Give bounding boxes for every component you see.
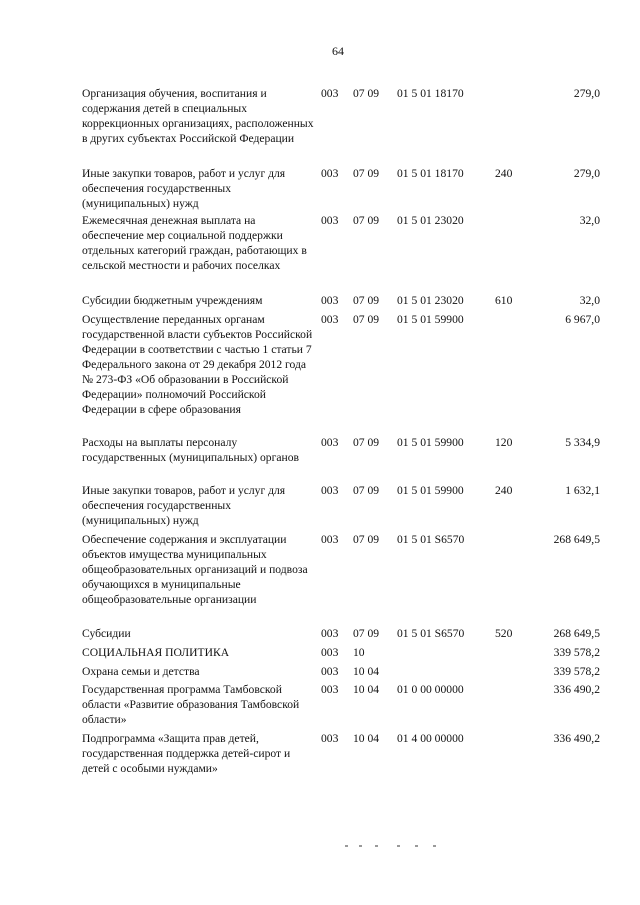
admin-code: 003 [321, 313, 339, 326]
section-code: 10 [353, 646, 365, 659]
admin-code: 003 [321, 683, 339, 696]
admin-code: 003 [321, 436, 339, 449]
section-code: 10 04 [353, 732, 380, 745]
row-name: Осуществление переданных органам государственной власти субъектов Российской Федерации в соответствии с частью 1 статьи 7 Федерального закона от 29 декабря 2012 года № 273-ФЗ «Об образовании в Российской Федерации» полномочий Российской Федерации в сфере образования [82, 313, 313, 416]
amount: 1 632,1 [565, 484, 600, 497]
section-code: 07 09 [353, 627, 380, 640]
target-code: 01 5 01 18170 [397, 167, 464, 180]
row-name: Расходы на выплаты персоналу государственных (муниципальных) органов [82, 436, 299, 464]
row-name: Субсидии [82, 627, 131, 640]
row-name: Иные закупки товаров, работ и услуг для обеспечения государственных (муниципальных) нужд [82, 484, 286, 527]
expense-type-code: 240 [495, 167, 513, 180]
target-code: 01 5 01 59900 [397, 436, 464, 449]
row-name: СОЦИАЛЬНАЯ ПОЛИТИКА [82, 646, 230, 659]
amount: 336 490,2 [553, 683, 600, 696]
row-name: Иные закупки товаров, работ и услуг для обеспечения государственных (муниципальных) нужд [82, 167, 286, 210]
section-code: 07 09 [353, 313, 380, 326]
admin-code: 003 [321, 533, 339, 546]
amount: 336 490,2 [553, 732, 600, 745]
admin-code: 003 [321, 665, 339, 678]
admin-code: 003 [321, 214, 339, 227]
amount: 32,0 [579, 214, 600, 227]
target-code: 01 5 01 23020 [397, 214, 464, 227]
row-name: Охрана семьи и детства [82, 665, 200, 678]
section-code: 07 09 [353, 167, 380, 180]
expense-type-code: 610 [495, 294, 513, 307]
section-code: 10 04 [353, 683, 380, 696]
target-code: 01 5 01 S6570 [397, 533, 465, 546]
row-name: Государственная программа Тамбовской области «Развитие образования Тамбовской области» [82, 683, 300, 726]
amount: 339 578,2 [553, 665, 600, 678]
admin-code: 003 [321, 167, 339, 180]
admin-code: 003 [321, 646, 339, 659]
target-code: 01 5 01 23020 [397, 294, 464, 307]
scan-artifact [345, 845, 440, 849]
section-code: 07 09 [353, 294, 380, 307]
section-code: 07 09 [353, 87, 380, 100]
row-name: Ежемесячная денежная выплата на обеспечение мер социальной поддержки отдельных категорий граждан, работающих в сельской местности и рабочих поселках [82, 214, 307, 272]
row-name: Организация обучения, воспитания и содержания детей в специальных коррекционных организациях, расположенных в других субъектах Российской Федерации [82, 87, 314, 145]
section-code: 07 09 [353, 533, 380, 546]
admin-code: 003 [321, 484, 339, 497]
admin-code: 003 [321, 294, 339, 307]
admin-code: 003 [321, 627, 339, 640]
row-name: Субсидии бюджетным учреждениям [82, 294, 263, 307]
section-code: 07 09 [353, 484, 380, 497]
section-code: 10 04 [353, 665, 380, 678]
admin-code: 003 [321, 87, 339, 100]
target-code: 01 5 01 59900 [397, 313, 464, 326]
amount: 32,0 [579, 294, 600, 307]
expense-type-code: 520 [495, 627, 513, 640]
section-code: 07 09 [353, 214, 380, 227]
section-code: 07 09 [353, 436, 380, 449]
target-code: 01 5 01 18170 [397, 87, 464, 100]
expense-type-code: 240 [495, 484, 513, 497]
admin-code: 003 [321, 732, 339, 745]
target-code: 01 5 01 59900 [397, 484, 464, 497]
amount: 268 649,5 [553, 533, 600, 546]
amount: 268 649,5 [553, 627, 600, 640]
amount: 6 967,0 [565, 313, 600, 326]
amount: 279,0 [573, 87, 600, 100]
target-code: 01 5 01 S6570 [397, 627, 465, 640]
target-code: 01 4 00 00000 [397, 732, 464, 745]
amount: 5 334,9 [565, 436, 600, 449]
target-code: 01 0 00 00000 [397, 683, 464, 696]
row-name: Подпрограмма «Защита прав детей, государственная поддержка детей-сирот и детей с особыми нуждами» [82, 732, 291, 775]
page-number: 64 [332, 44, 344, 58]
amount: 339 578,2 [553, 646, 600, 659]
amount: 279,0 [573, 167, 600, 180]
row-name: Обеспечение содержания и эксплуатации объектов имущества муниципальных общеобразовательных организаций и подвоза обучающихся в муниципальные общеобразовательные организации [82, 533, 308, 606]
expense-type-code: 120 [495, 436, 513, 449]
